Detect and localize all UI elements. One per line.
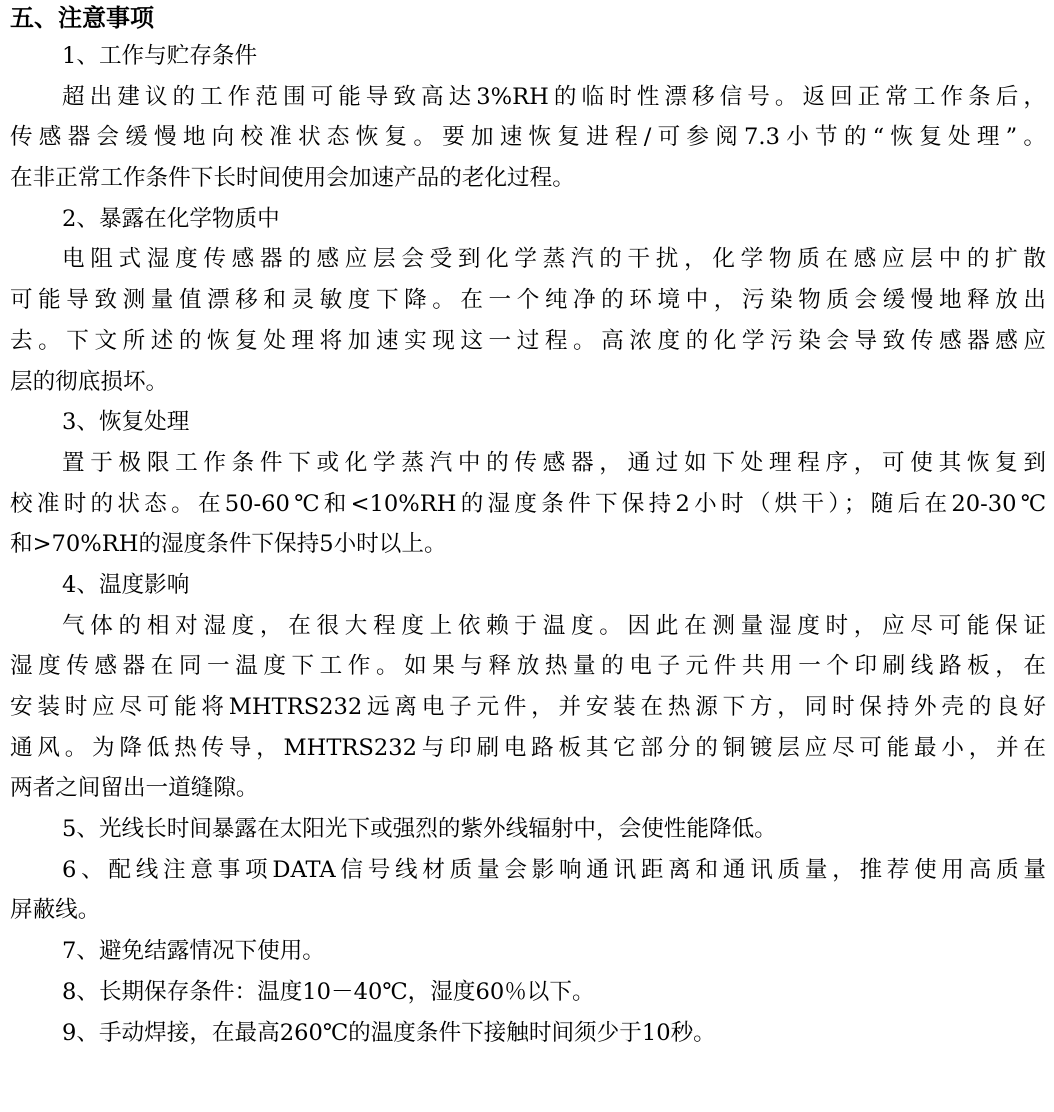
paragraph-line: 和>70%RH的湿度条件下保持5小时以上。 [10,531,447,558]
paragraph-line: 置于极限工作条件下或化学蒸汽中的传感器，通过如下处理程序，可使其恢复到 [62,449,1046,476]
paragraph-line: 可能导致测量值漂移和灵敏度下降。在一个纯净的环境中，污染物质会缓慢地释放出 [10,287,1046,314]
paragraph-line: 安装时应尽可能将MHTRS232远离电子元件，并安装在热源下方，同时保持外壳的良好 [10,694,1046,720]
paragraph-line: 两者之间留出一道缝隙。 [10,775,259,802]
paragraph-line: 湿度传感器在同一温度下工作。如果与释放热量的电子元件共用一个印刷线路板，在 [10,653,1046,680]
paragraph-line: 超出建议的工作范围可能导致高达3%RH的临时性漂移信号。返回正常工作条后， [62,83,1046,110]
document-page [10,0,1046,1053]
paragraph-line: 电阻式湿度传感器的感应层会受到化学蒸汽的干扰，化学物质在感应层中的扩散 [62,246,1046,273]
paragraph-line: 通风。为降低热传导，MHTRS232与印刷电路板其它部分的铜镀层应尽可能最小，并在 [10,734,1046,761]
paragraph-line: 在非正常工作条件下长时间使用会加速产品的老化过程。 [10,165,575,192]
paragraph-line: 传感器会缓慢地向校准状态恢复。要加速恢复进程/可参阅7.3小节的“恢复处理”。 [10,124,1046,151]
item-5: 5、光线长时间暴露在太阳光下或强烈的紫外线辐射中，会使性能降低。 [62,816,777,843]
item-9: 9、手动焊接，在最高260℃的温度条件下接触时间须少于10秒。 [62,1019,716,1046]
paragraph-line: 气体的相对湿度，在很大程度上依赖于温度。因此在测量湿度时，应尽可能保证 [62,612,1046,639]
item-8: 8、长期保存条件：温度10－40℃，湿度60％以下。 [62,978,595,1005]
item-4-heading: 4、温度影响 [62,571,190,598]
item-7: 7、避免结露情况下使用。 [62,938,325,965]
section-title: 五、注意事项 [10,4,154,32]
paragraph-line: 去。下文所述的恢复处理将加速实现这一过程。高浓度的化学污染会导致传感器感应 [10,327,1046,354]
item-3-heading: 3、恢复处理 [62,409,190,436]
item-2-heading: 2、暴露在化学物质中 [62,205,280,232]
paragraph-line: 校准时的状态。在50-60℃和<10%RH的湿度条件下保持2小时（烘干）；随后在20-30℃ [10,490,1046,517]
paragraph-line: 层的彻底损坏。 [10,368,169,395]
paragraph-line: 屏蔽线。 [10,897,101,924]
item-1-heading: 1、工作与贮存条件 [62,43,258,69]
item-6: 6、配线注意事项DATA信号线材质量会影响通讯距离和通讯质量，推荐使用高质量 [62,856,1046,883]
